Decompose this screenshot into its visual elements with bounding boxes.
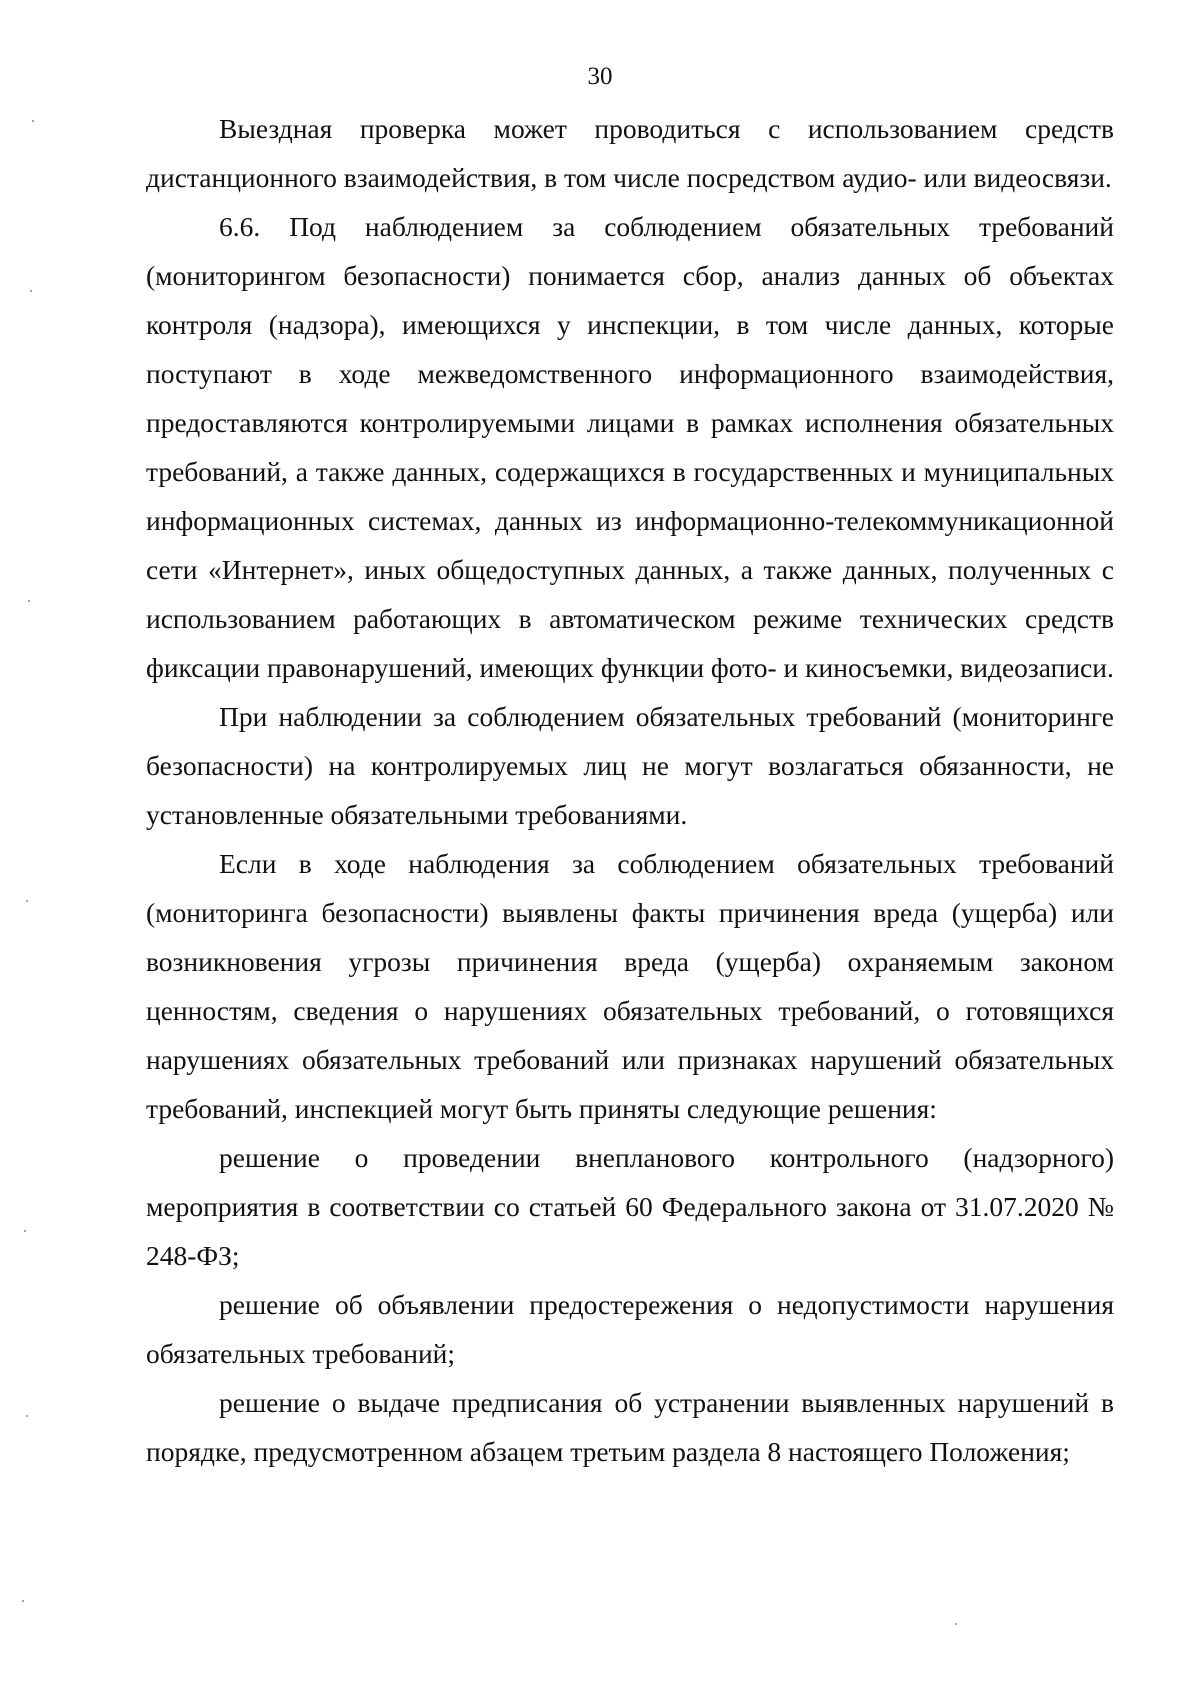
paragraph-6-6-monitoring-definition: 6.6. Под наблюдением за соблюдением обязательных требований (мониторингом безопасности) понимается сбор, анализ данных об объектах контроля (надзора), имеющихся у инспекции, в том числе данных, которые поступают в ходе межведомственного информационного взаимодействия, предоставляются контролируемыми лицами в рамках исполнения обязательных требований, а также данных, содержащихся в государственных и муниципальных информационных системах, данных из информационно-телекоммуникационной сети «Интернет», иных общедоступных данных, а также данных, полученных с использованием работающих в автоматическом режиме технических средств фиксации правонарушений, имеющих функции фото- и киносъемки, видеозаписи. — [146, 211, 1114, 683]
list-item-prescription-decision: решение о выдаче предписания об устранении выявленных нарушений в порядке, предусмотренном абзацем третьим раздела 8 настоящего Положения; — [146, 1387, 1114, 1467]
scan-speck — [32, 120, 34, 122]
page-number: 30 — [587, 63, 613, 90]
scan-speck — [26, 1415, 28, 1417]
paragraph-remote-inspection: Выездная проверка может проводиться с использованием средств дистанционного взаимодействия, в том числе посредством аудио- или видеосвязи. — [146, 113, 1114, 193]
scan-speck — [30, 290, 32, 292]
list-item-unscheduled-inspection: решение о проведении внепланового контрольного (надзорного) мероприятия в соответствии со статьей 60 Федерального закона от 31.07.2020 № 248-ФЗ; — [146, 1142, 1114, 1271]
scan-speck — [22, 1600, 24, 1602]
scan-speck — [28, 600, 30, 602]
scan-speck — [26, 900, 28, 902]
scan-speck — [955, 1623, 957, 1625]
paragraph-monitoring-findings: Если в ходе наблюдения за соблюдением обязательных требований (мониторинга безопасности) выявлены факты причинения вреда (ущерба) или возникновения угрозы причинения вреда (ущерба) охраняемым законом ценностям, сведения о нарушениях обязательных требований, о готовящихся нарушениях обязательных требований или признаках нарушений обязательных требований, инспекцией могут быть приняты следующие решения: — [146, 848, 1114, 1124]
paragraph-monitoring-obligations: При наблюдении за соблюдением обязательных требований (мониторинге безопасности) на контролируемых лиц не могут возлагаться обязанности, не установленные обязательными требованиями. — [146, 701, 1114, 830]
list-item-warning-decision: решение об объявлении предостережения о недопустимости нарушения обязательных требований; — [146, 1289, 1114, 1369]
scan-speck — [24, 1230, 26, 1232]
document-body — [146, 104, 1114, 1476]
